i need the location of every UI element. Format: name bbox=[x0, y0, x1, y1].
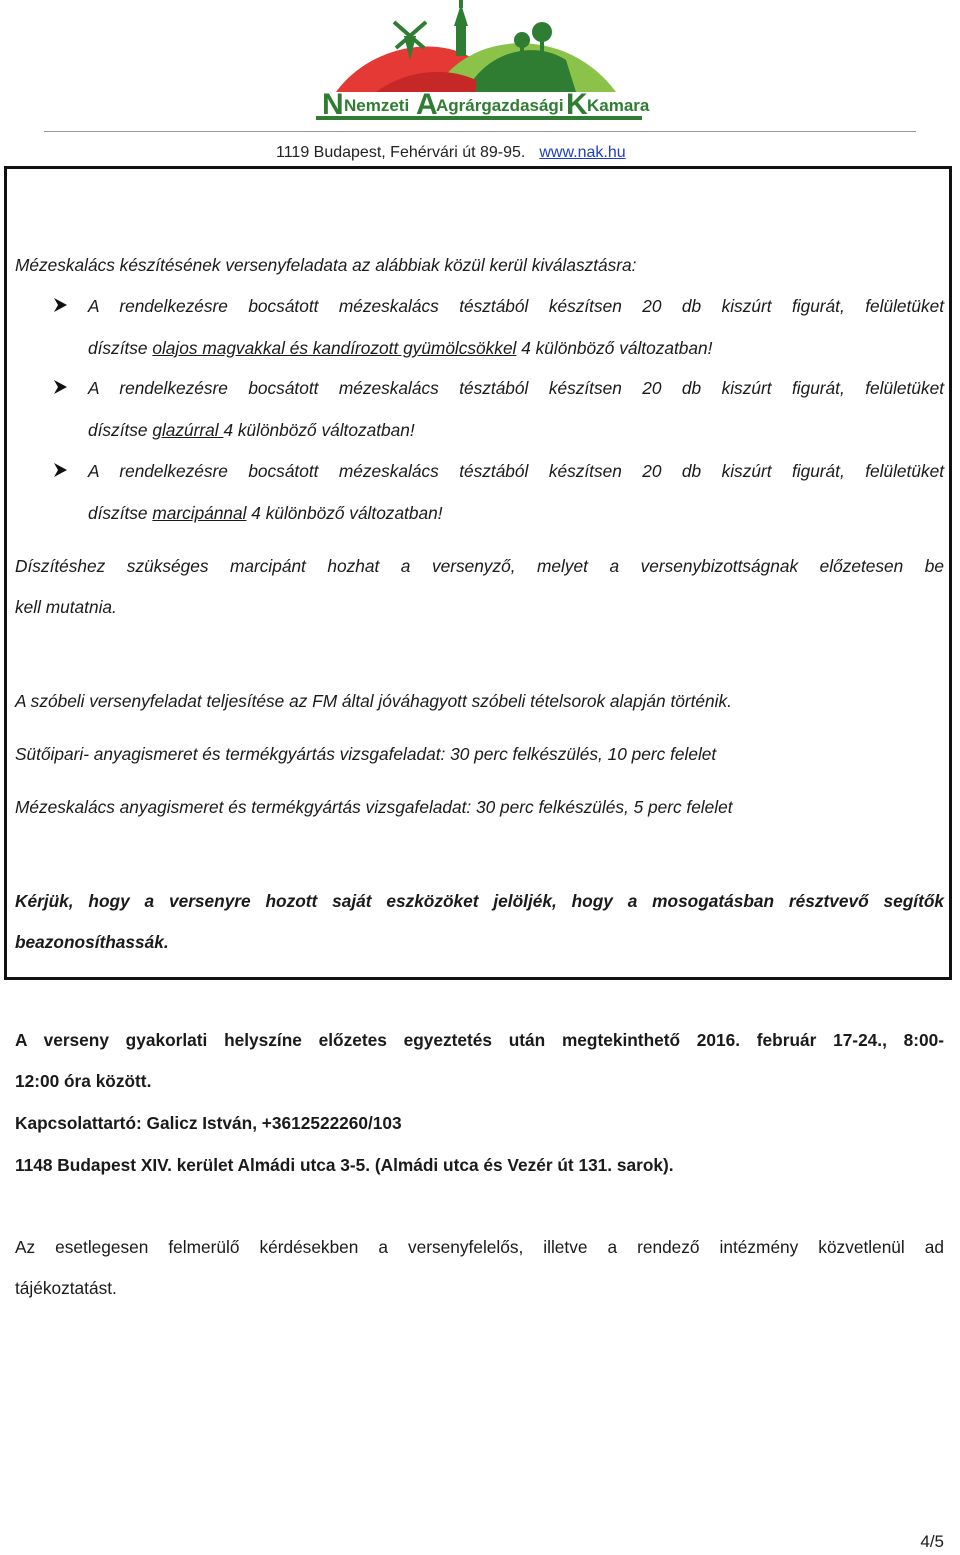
marzipan-note-line-1: Díszítéshez szükséges marcipánt hozhat a versenyző, melyet a versenybizottságnak előzetesen be bbox=[15, 556, 944, 576]
arrow-bullet-icon bbox=[52, 462, 68, 478]
bullet-2-line-1: A rendelkezésre bocsátott mézeskalács tésztából készítsen 20 db kiszúrt figurát, felületüket bbox=[88, 378, 944, 398]
svg-text:K: K bbox=[566, 88, 588, 121]
bullet-1-line-1: A rendelkezésre bocsátott mézeskalács tésztából készítsen 20 db kiszúrt figurát, felületüket bbox=[88, 296, 944, 316]
marzipan-note-line-2: kell mutatnia. bbox=[15, 597, 117, 617]
header-rule bbox=[44, 131, 916, 132]
chamber-logo bbox=[316, 0, 650, 126]
logo-word-1: Nemzeti bbox=[344, 96, 410, 115]
bullet-2-underlined: glazúrral bbox=[152, 420, 224, 440]
page-number: 4/5 bbox=[920, 1532, 944, 1551]
closing-line-2: tájékoztatást. bbox=[15, 1278, 117, 1298]
bullet-2-line-2 bbox=[88, 420, 415, 440]
arrow-bullet-icon bbox=[52, 379, 68, 395]
bullet-3-line-2 bbox=[88, 503, 443, 523]
arrow-bullet-icon bbox=[52, 297, 68, 313]
venue-line-2: 12:00 óra között. bbox=[15, 1071, 152, 1091]
gingerbread-exam-text: Mézeskalács anyagismeret és termékgyártás vizsgafeladat: 30 perc felkészülés, 5 perc felelet bbox=[15, 797, 733, 817]
logo-word-2: Agrárgazdasági bbox=[436, 96, 564, 115]
bullet-3-post: 4 különböző változatban! bbox=[246, 503, 443, 523]
oral-task-text: A szóbeli versenyfeladat teljesítése az FM által jóváhagyott szóbeli tételsorok alapján történik. bbox=[15, 691, 732, 711]
tools-note-line-1: Kérjük, hogy a versenyre hozott saját eszközöket jelöljék, hogy a mosogatásban résztvevő segítők bbox=[15, 891, 944, 911]
logo-word-3: Kamara bbox=[587, 96, 650, 115]
bullet-3-line-1: A rendelkezésre bocsátott mézeskalács tésztából készítsen 20 db kiszúrt figurát, felületüket bbox=[88, 461, 944, 481]
bullet-2-pre: díszítse bbox=[88, 420, 153, 440]
intro-text: Mézeskalács készítésének versenyfeladata az alábbiak közül kerül kiválasztásra: bbox=[15, 255, 637, 275]
contact-person: Kapcsolattartó: Galicz István, +3612522260/103 bbox=[15, 1113, 402, 1133]
closing-line-1: Az esetlegesen felmerülő kérdésekben a versenyfelelős, illetve a rendező intézmény közvetlenül ad bbox=[15, 1237, 944, 1257]
venue-line-1: A verseny gyakorlati helyszíne előzetes egyeztetés után megtekinthető 2016. február 17-24., 8:00- bbox=[15, 1030, 944, 1050]
bakery-exam-text: Sütőipari- anyagismeret és termékgyártás vizsgafeladat: 30 perc felkészülés, 10 perc felelet bbox=[15, 744, 717, 764]
bullet-1-line-2 bbox=[88, 338, 712, 358]
svg-text:N: N bbox=[322, 88, 344, 121]
address-text: 1119 Budapest, Fehérvári út 89-95. bbox=[276, 144, 526, 161]
bullet-3-underlined: marcipánnal bbox=[152, 503, 247, 523]
bullet-1-underlined: olajos magvakkal és kandírozott gyümölcsökkel bbox=[152, 338, 517, 358]
bullet-1-post: 4 különböző változatban! bbox=[516, 338, 713, 358]
bullet-1-pre: díszítse bbox=[88, 338, 153, 358]
venue-address: 1148 Budapest XIV. kerület Almádi utca 3-5. (Almádi utca és Vezér út 131. sarok). bbox=[15, 1155, 674, 1175]
bullet-3-pre: díszítse bbox=[88, 503, 153, 523]
bullet-2-post: 4 különböző változatban! bbox=[223, 420, 415, 440]
website-link[interactable]: www.nak.hu bbox=[539, 144, 626, 161]
header-address bbox=[276, 144, 626, 162]
svg-text:A: A bbox=[416, 88, 438, 121]
tools-note-line-2: beazonosíthassák. bbox=[15, 932, 169, 952]
